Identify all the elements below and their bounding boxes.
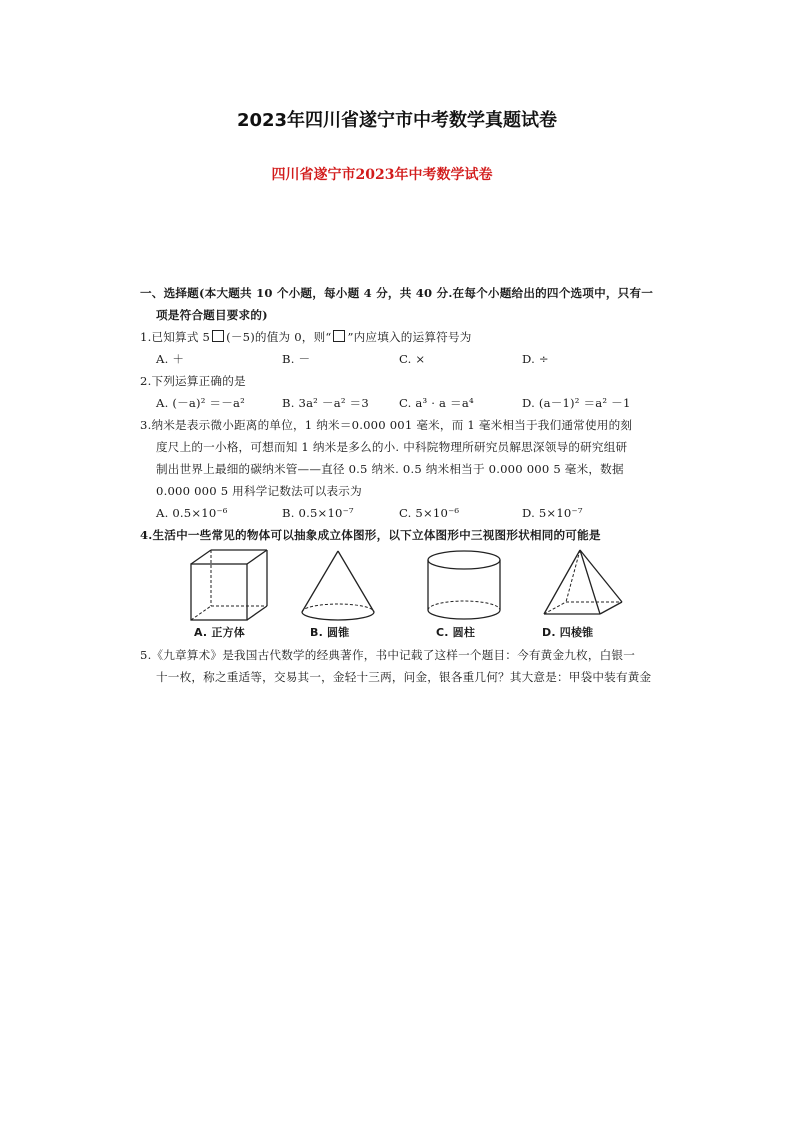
document-title: 2023年四川省遂宁市中考数学真题试卷 xyxy=(236,110,558,131)
q3-option-b: B. 0.5×10⁻⁷ xyxy=(282,506,354,520)
q1-stem-part-c: ”内应填入的运算符号为 xyxy=(347,330,472,344)
question-5-line-1: 5.《九章算术》是我国古代数学的经典著作，书中记载了这样一个题目：今有黄金九枚，白银一 xyxy=(140,648,636,662)
cone-icon xyxy=(296,548,380,624)
exam-scan xyxy=(140,282,680,688)
q1-stem-part-b: (－5)的值为 0，则“ xyxy=(226,330,332,344)
question-2-stem: 2.下列运算正确的是 xyxy=(140,374,246,388)
question-3-options xyxy=(140,502,680,524)
question-1-stem xyxy=(140,326,680,348)
section-heading-line-1: 一、选择题(本大题共 10 个小题，每小题 4 分，共 40 分.在每个小题给出的四个选项中，只有一 xyxy=(140,286,654,300)
figure-cone xyxy=(296,548,380,639)
figure-cylinder xyxy=(422,548,506,639)
question-5-line-2: 十一枚，称之重适等，交易其一，金轻十三两，问金，银各重几何？其大意是：甲袋中装有黄金 xyxy=(156,670,652,684)
caption-pyramid: D. 四棱锥 xyxy=(542,626,594,639)
figure-pyramid xyxy=(540,548,626,639)
question-3-line-2: 度尺上的一小格，可想而知 1 纳米是多么的小. 中科院物理所研究员解思深领导的研究组研 xyxy=(156,440,628,454)
question-2-options xyxy=(140,392,680,414)
caption-cylinder: C. 圆柱 xyxy=(436,626,476,639)
question-3-line-3: 制出世界上最细的碳纳米管——直径 0.5 纳米. 0.5 纳米相当于 0.000 000 5 毫米，数据 xyxy=(156,462,624,476)
q3-option-d: D. 5×10⁻⁷ xyxy=(522,506,583,520)
q2-option-a: A. (－a)² ＝－a² xyxy=(156,396,245,410)
document-subtitle xyxy=(0,164,764,184)
q3-option-a: A. 0.5×10⁻⁶ xyxy=(156,506,228,520)
cube-icon xyxy=(188,548,272,624)
question-1-options xyxy=(140,348,680,370)
q1-option-b: B. － xyxy=(282,352,311,366)
pyramid-icon xyxy=(540,548,626,624)
blank-box-icon xyxy=(333,330,345,342)
q1-option-c: C. × xyxy=(399,352,426,366)
q1-option-a: A. ＋ xyxy=(156,352,185,366)
q1-stem-part-a: 1.已知算式 5 xyxy=(140,330,211,344)
figure-cube xyxy=(188,548,272,639)
q3-option-c: C. 5×10⁻⁶ xyxy=(399,506,460,520)
section-heading-line-2: 项是符合题目要求的) xyxy=(156,308,268,322)
question-4-stem: 4.生活中一些常见的物体可以抽象成立体图形，以下立体图形中三视图形状相同的可能是 xyxy=(140,528,601,542)
q1-option-d: D. ÷ xyxy=(522,352,549,366)
blank-box-icon xyxy=(212,330,224,342)
caption-cone: B. 圆锥 xyxy=(310,626,350,639)
question-3-line-1: 3.纳米是表示微小距离的单位，1 纳米＝0.000 001 毫米，而 1 毫米相当于我们通常使用的刻 xyxy=(140,418,633,432)
q2-option-b: B. 3a² －a² ＝3 xyxy=(282,396,369,410)
question-3-line-4: 0.000 000 5 用科学记数法可以表示为 xyxy=(156,484,362,498)
q2-option-d: D. (a－1)² ＝a² －1 xyxy=(522,396,631,410)
caption-cube: A. 正方体 xyxy=(194,626,245,639)
document-subtitle-text: 四川省遂宁市2023年中考数学试卷 xyxy=(271,167,493,183)
cylinder-icon xyxy=(422,548,506,624)
q2-option-c: C. a³ · a ＝a⁴ xyxy=(399,396,474,410)
question-4-figures xyxy=(140,548,680,644)
